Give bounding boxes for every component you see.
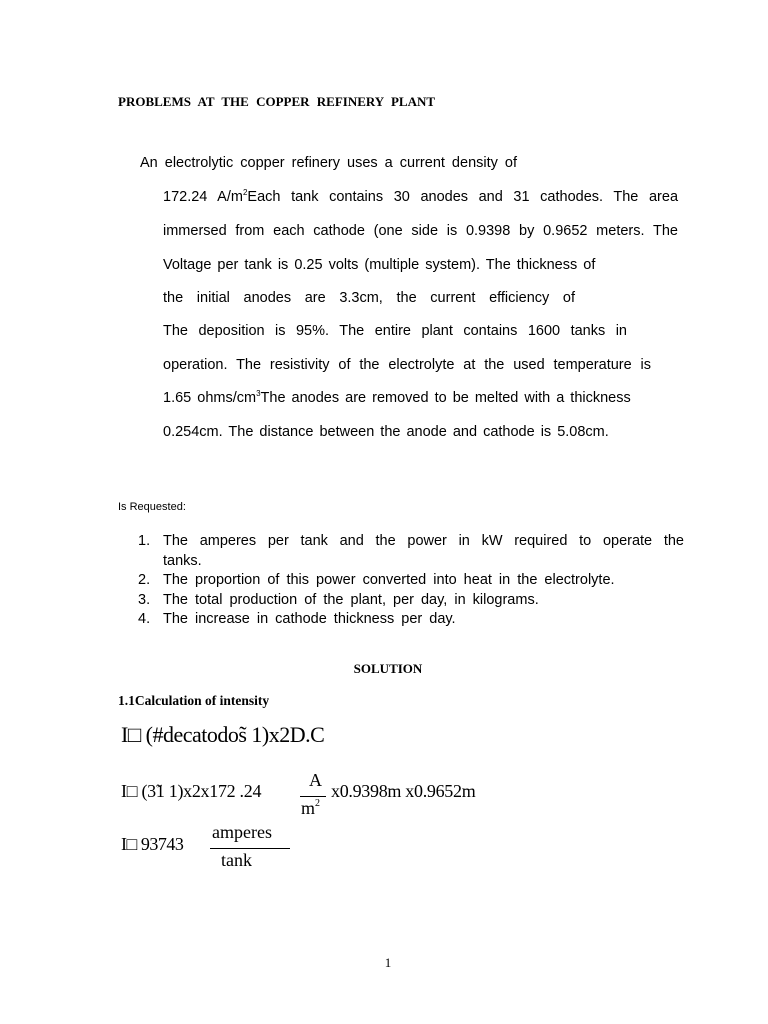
equation-3-fraction-numerator: amperes [212, 822, 272, 842]
list-item: 3. The total production of the plant, per day, in kilograms. [138, 591, 539, 608]
problem-line-1: An electrolytic copper refinery uses a current density of [140, 155, 517, 171]
list-item: 2. The proportion of this power converted into heat in the electrolyte. [138, 572, 615, 588]
problem-line-3: immersed from each cathode (one side is 0.9398 by 0.9652 meters. The [163, 223, 678, 239]
requested-list [138, 532, 684, 630]
equation-3-fraction-denominator: tank [221, 850, 252, 870]
requested-label: Is Requested: [118, 501, 186, 513]
solution-heading: SOLUTION [353, 661, 423, 676]
section-subheading: 1.1Calculation of intensity [118, 693, 270, 708]
equation-1: I□ (#decatodos̃ 1)x2D.C [121, 722, 325, 747]
list-item: 1. The amperes per tank and the power in kW required to operate the tanks. [138, 533, 684, 569]
equation-3-left: I□ 93743 [121, 834, 184, 854]
equation-2-fraction-denominator: $m^2$ [301, 798, 321, 818]
problem-line-8: 1.65 ohms/$cm^3The$ anodes are removed to be melted with a thickness [163, 389, 631, 406]
list-item: 4. The increase in cathode thickness per day. [138, 611, 456, 627]
problem-line-6: The deposition is 95%. The entire plant contains 1600 tanks in [163, 323, 627, 339]
page-number: 1 [384, 955, 392, 970]
problem-line-7: operation. The resistivity of the electrolyte at the used temperature is [163, 357, 651, 373]
problem-line-4: Voltage per tank is 0.25 volts (multiple system). The thickness of [163, 257, 596, 273]
equation-2-left: I□ (3̃1 1)x2x172 .24 [121, 781, 262, 801]
fraction-bar [300, 796, 326, 797]
problem-line-5: the initial anodes are 3.3cm, the current efficiency of [163, 290, 575, 306]
fraction-bar [210, 848, 290, 849]
equation-2-fraction-numerator: A [309, 770, 322, 790]
equation-2-right: x0.9398m x0.9652m [331, 781, 476, 801]
document-title: PROBLEMS AT THE COPPER REFINERY PLANT [118, 94, 436, 109]
problem-line-2: 172.24 $A/m^2Each$ tank contains 30 anodes and 31 cathodes. The area [163, 188, 679, 205]
problem-line-9: 0.254cm. The distance between the anode and cathode is 5.08cm. [163, 424, 609, 440]
